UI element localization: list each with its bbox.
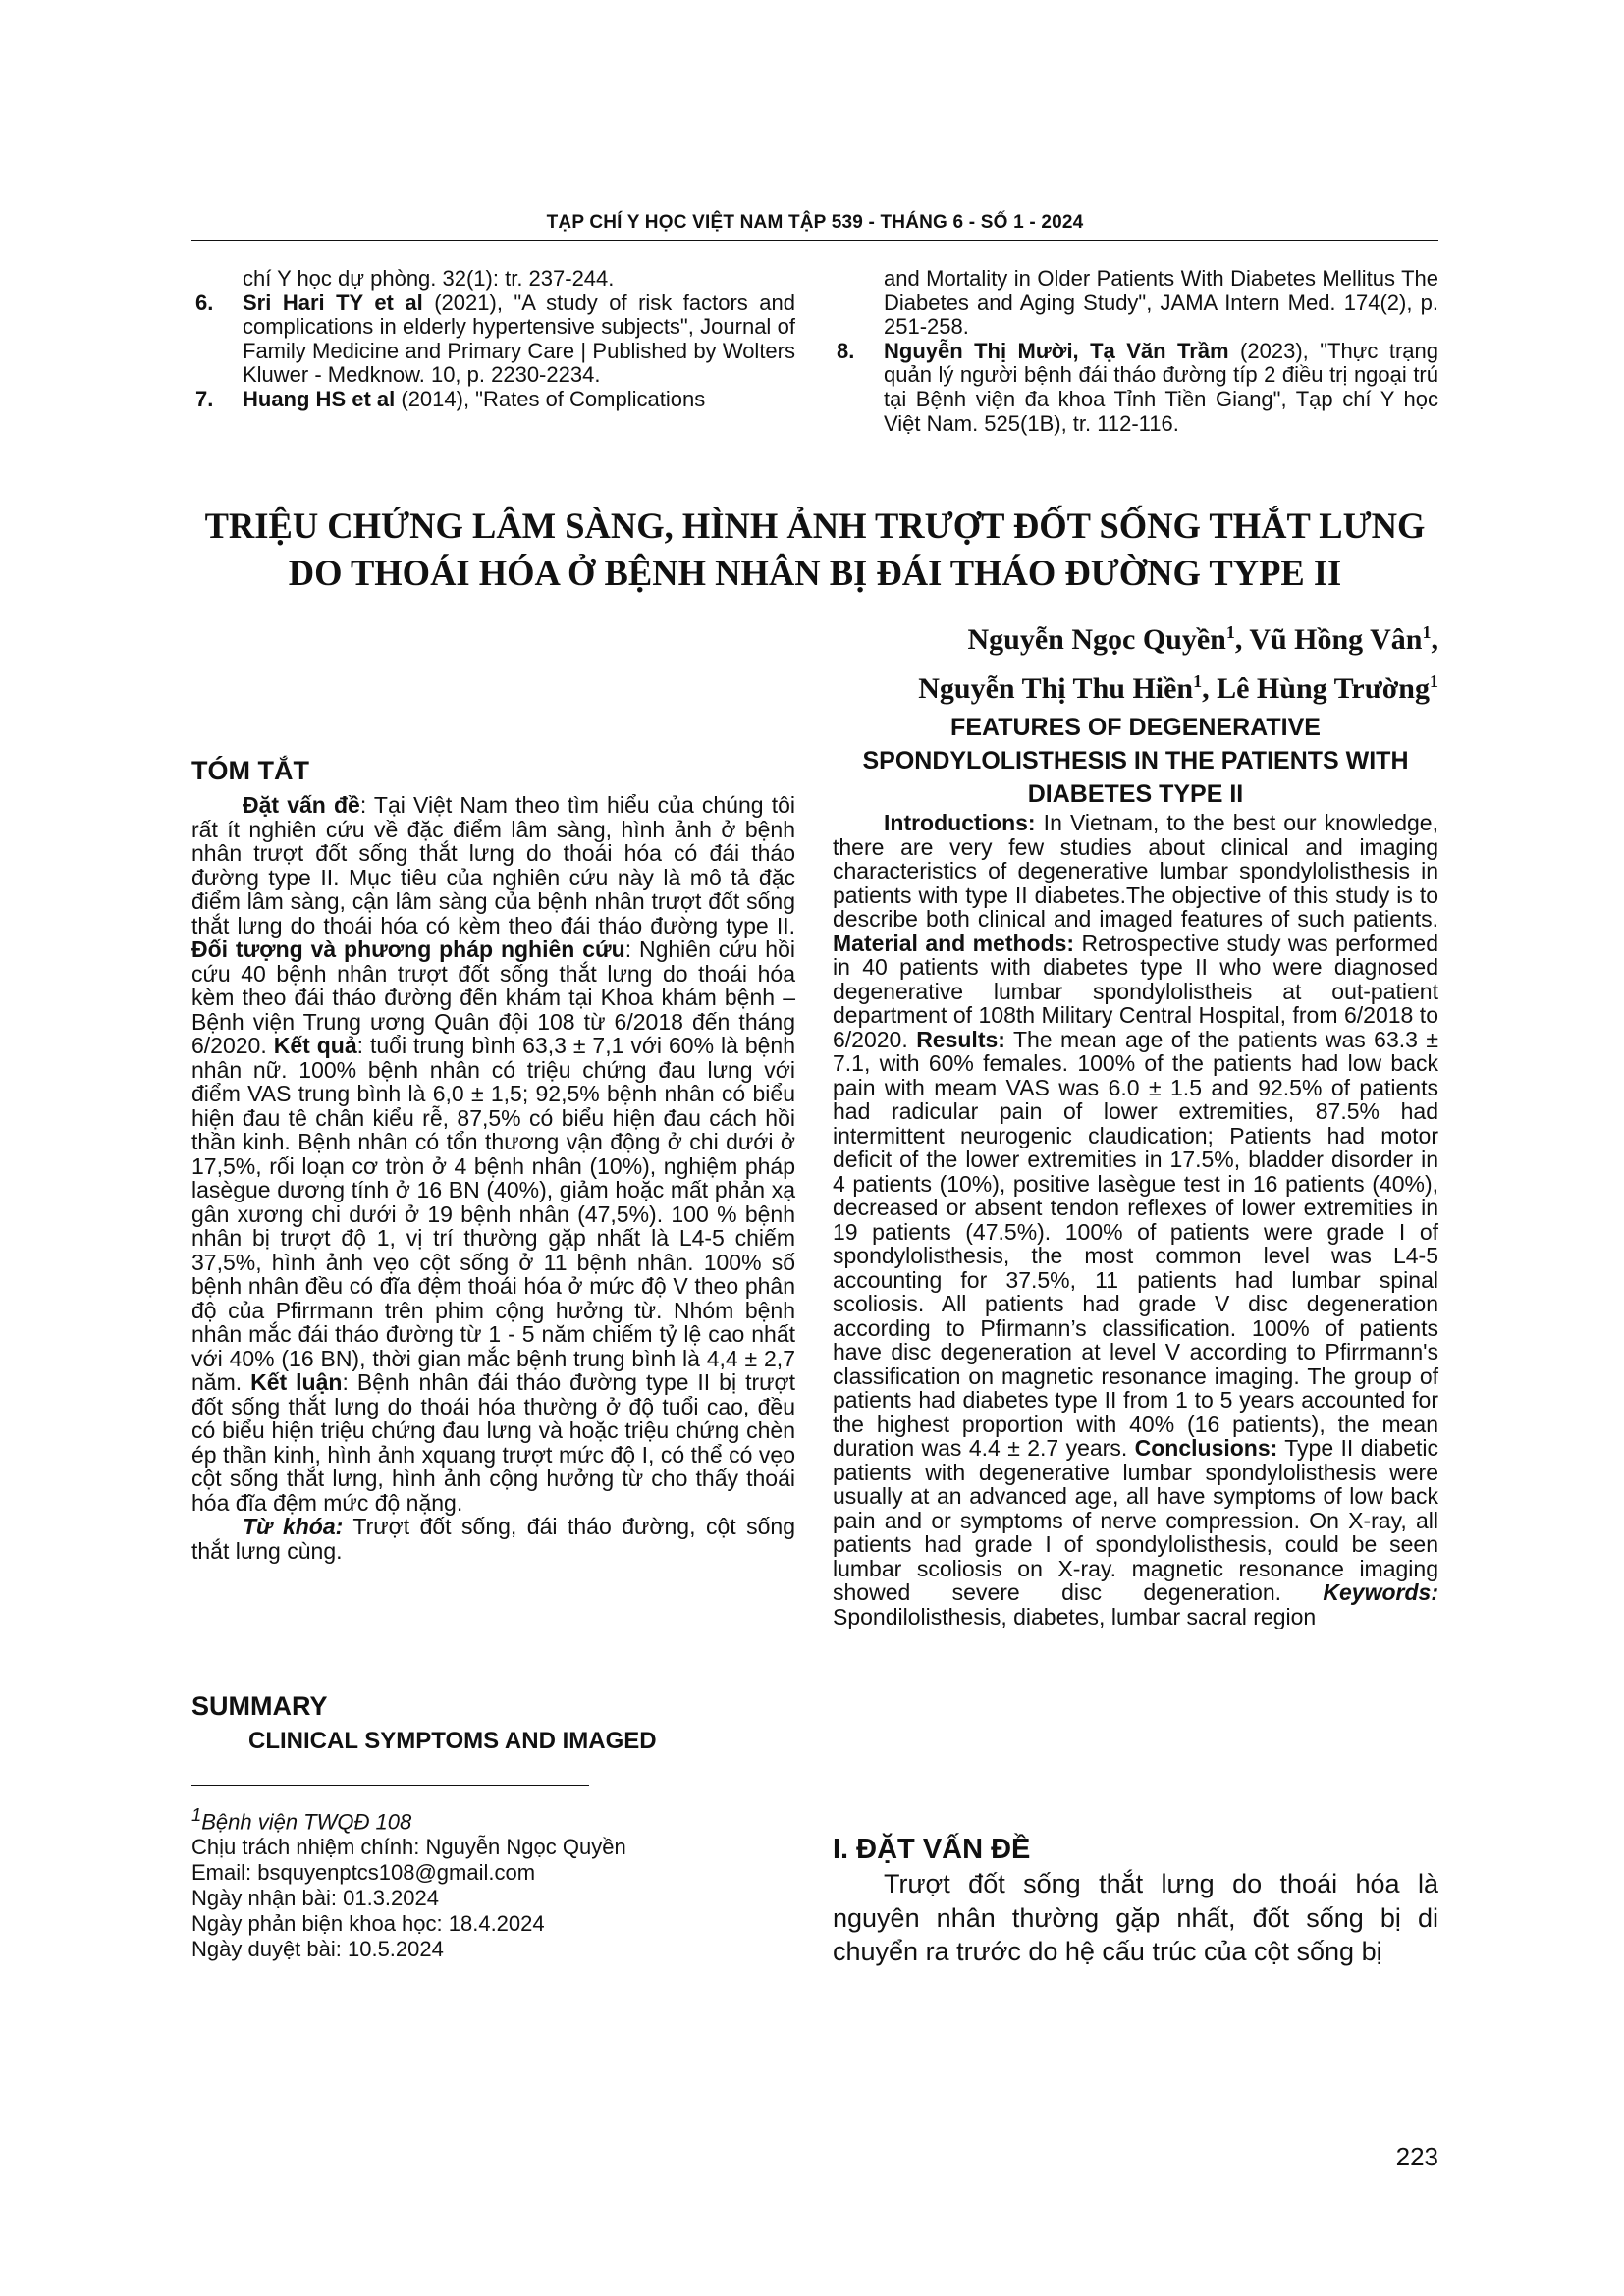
article-title bbox=[191, 503, 1438, 597]
section-body: Trượt đốt sống thắt lưng do thoái hóa là nguyên nhân thường gặp nhất, đốt sống bị di chuyển ra trước do hệ cấu trúc của cột sống bị bbox=[833, 1869, 1438, 1966]
keywords-label: Từ khóa: bbox=[243, 1514, 344, 1539]
abstract-text: : tuổi trung bình 63,3 ± 7,1 với 60% là bệnh nhân nữ. 100% bệnh nhân có triệu chứng đau lưng với điểm VAS trung bình là 6,0 ± 1,5; 92,5% bệnh nhân có biểu hiện đau tê chân kiểu rễ, 87,5% có biểu hiện đau cách hồi thần kinh. Bệnh nhân có tổn thương vận động ở chi dưới ở 17,5%, rối loạn cơ tròn ở 4 bệnh nhân (10%), nghiệm pháp lasègue dương tính ở 16 BN (40%), giảm hoặc mất phản xạ gân xương chi dưới ở 19 bệnh nhân (47,5%). 100 % bệnh nhân bị trượt độ 1, vị trí thường gặp nhất là L4-5 chiếm 37,5%, hình ảnh vẹo cột sống ở 11 bệnh nhân. 100% số bệnh nhân đều có đĩa đệm thoái hóa ở mức độ V theo phân độ của Pfirrmann trên phim cộng hưởng từ. Nhóm bệnh nhân mắc đái tháo đường từ 1 - 5 năm chiếm tỷ lệ cao nhất với 40% (16 BN), thời gian mắc bệnh trung bình là 4,4 ± 2,7 năm. bbox=[191, 1033, 796, 1395]
reference-text: (2014), "Rates of Complications bbox=[395, 386, 706, 411]
author-affiliation-mark: 1 bbox=[1422, 622, 1432, 642]
footnote-responsible: Chịu trách nhiệm chính: Nguyễn Ngọc Quyền bbox=[191, 1835, 626, 1860]
author-name: Vũ Hồng Vân bbox=[1249, 623, 1423, 656]
reference-authors: Huang HS et al bbox=[243, 386, 396, 411]
footnote-accepted: Ngày duyệt bài: 10.5.2024 bbox=[191, 1937, 444, 1962]
reference-carry-over: and Mortality in Older Patients With Diabetes Mellitus The Diabetes and Aging Study", JAMA Intern Med. 174(2), p. 251-258. bbox=[884, 266, 1438, 340]
page-number: 223 bbox=[1395, 2142, 1438, 2171]
reference-number: 8. bbox=[837, 338, 855, 363]
references-left-column bbox=[191, 267, 795, 412]
article-title-line: DO THOÁI HÓA Ở BỆNH NHÂN BỊ ĐÁI THÁO ĐƯỜNG TYPE II bbox=[288, 553, 1342, 593]
abstract-text: The mean age of the patients was 63.3 ± 7.1, with 60% females. 100% of the patients had low back pain with meam VAS was 6.0 ± 1.5 and 92.5% of patients had radicular pain of lower extremities, 87.5% had intermittent neurogenic claudication; Patients had motor deficit of the lower extremities in 17.5%, bladder disorder in 4 patients (10%), positive lasègue test in 16 patients (40%), decreased or absent tendon reflexes of lower extremities in 19 patients (47.5%). 100% of patients were grade I of spondylolisthesis, the most common level was L4-5 accounting for 37.5%, 11 patients had lumbar spinal scoliosis. All patients had grade V disc degeneration according to Pfirmann’s classification. 100% of patients have disc degeneration at level V according to Pfirrmann's classification on magnetic resonance imaging. The group of patients had diabetes type II from 1 to 5 years accounted for the highest proportion with 40% (16 patients), the mean duration was 4.4 ± 2.7 years. bbox=[833, 1026, 1438, 1461]
article-authors: Nguyễn Ngọc Quyền$^1$, Vũ Hồng Vân$^1$, Nguyễn Thị Thu Hiền$^1$, Lê Hùng Trường$^1$ bbox=[918, 622, 1438, 705]
abstract-heading: TÓM TẮT bbox=[191, 756, 309, 785]
section-heading: I. ĐẶT VẤN ĐỀ bbox=[833, 1834, 1031, 1865]
running-header: TẠP CHÍ Y HỌC VIỆT NAM TẬP 539 - THÁNG 6 - SỐ 1 - 2024 bbox=[546, 212, 1084, 233]
abstract-text: Retrospective study was performed in 40 patients with diabetes type II who were diagnosed degenerative lumbar spondylolistheis at out-patient department of 108th Military Central Hospital, from 6/2018 to 6/2020. bbox=[833, 930, 1438, 1052]
header-rule bbox=[191, 240, 1438, 241]
author-affiliation-mark: 1 bbox=[1225, 622, 1235, 642]
reference-authors: Sri Hari TY et al bbox=[243, 290, 423, 315]
reference-text: (2023), "Thực trạng quản lý người bệnh đái tháo đường típ 2 điều trị ngoại trú tại Bệnh viện đa khoa Tỉnh Tiền Giang", Tạp chí Y học Việt Nam. 525(1B), tr. 112-116. bbox=[884, 338, 1438, 436]
reference-authors: Nguyễn Thị Mười, Tạ Văn Trầm bbox=[884, 338, 1229, 363]
abstract-keywords bbox=[191, 1515, 795, 1563]
author-affiliation-mark: 1 bbox=[1430, 671, 1438, 691]
abstract-english bbox=[833, 711, 1438, 1629]
footnote-reviewed: Ngày phản biện khoa học: 18.4.2024 bbox=[191, 1911, 545, 1937]
abstract-body bbox=[191, 793, 795, 1515]
reference-item bbox=[191, 388, 795, 412]
summary-heading: SUMMARY bbox=[191, 1691, 328, 1721]
abstract-label: Đối tượng và phương pháp nghiên cứu bbox=[191, 936, 625, 962]
abstract-label: Results: bbox=[916, 1026, 1005, 1052]
abstract-text: Type II diabetic patients with degenerative lumbar spondylolisthesis were usually at an advanced age, all have symptoms of low back pain and or symptoms of nerve compression. On X-ray, all patients had grade I of spondylolisthesis, could be seen lumbar scoliosis on X-ray. magnetic resonance imaging showed severe disc degeneration. bbox=[833, 1435, 1438, 1605]
reference-item bbox=[833, 340, 1438, 436]
abstract-label: Material and methods: bbox=[833, 930, 1075, 956]
abstract-text: : Tại Việt Nam theo tìm hiểu của chúng tôi rất ít nghiên cứu về đặc điểm lâm sàng, hình ảnh ở bệnh nhân trượt đốt sống thắt lưng do thoái hóa có đái tháo đường type II. Mục tiêu của nghiên cứu này là mô tả đặc điểm lâm sàng, cận lâm sàng của bệnh nhân trượt đốt sống thắt lưng do thoái hóa có kèm theo đái tháo đường type II. bbox=[191, 792, 795, 938]
english-title: FEATURES OF DEGENERATIVE SPONDYLOLISTHESIS IN THE PATIENTS WITH DIABETES TYPE II bbox=[862, 714, 1409, 808]
keywords-label: Keywords: bbox=[1323, 1579, 1438, 1605]
abstract-label: Đặt vấn đề bbox=[243, 792, 360, 818]
summary-block bbox=[191, 1688, 795, 1759]
keywords-text: Spondilolisthesis, diabetes, lumbar sacral region bbox=[833, 1603, 1317, 1629]
summary-subheading: CLINICAL SYMPTOMS AND IMAGED bbox=[248, 1728, 657, 1754]
reference-number: 7. bbox=[195, 386, 214, 411]
abstract-text: : Nghiên cứu hồi cứu 40 bệnh nhân trượt đốt sống thắt lưng do thoái hóa kèm theo đái tháo đường đến khám tại Khoa khám bệnh – Bệnh viện Trung ương Quân đội 108 từ 6/2018 đến tháng 6/2020. bbox=[191, 936, 795, 1058]
abstract-text: : Bệnh nhân đái tháo đường type II bị trượt đốt sống thắt lưng do thoái hóa thường ở độ tuổi cao, đều có biểu hiện triệu chứng đau lưng và hoặc triệu chứng chèn ép thần kinh, hình ảnh xquang trượt mức độ I, có thể có vẹo cột sống thắt lưng, hình ảnh cộng hưởng từ cho thấy thoái hóa đĩa đệm mức độ nặng. bbox=[191, 1369, 795, 1516]
reference-number: 6. bbox=[195, 290, 214, 315]
affiliation-mark: 1 bbox=[191, 1804, 202, 1825]
introduction-section bbox=[833, 1832, 1438, 1969]
reference-item bbox=[191, 292, 795, 388]
abstract-label: Introductions: bbox=[884, 810, 1036, 835]
abstract-body bbox=[833, 811, 1438, 1629]
abstract-vietnamese bbox=[191, 754, 795, 1563]
reference-carry-over: chí Y học dự phòng. 32(1): tr. 237-244. bbox=[243, 266, 615, 291]
abstract-label: Conclusions: bbox=[1134, 1435, 1278, 1461]
abstract-label: Kết quả bbox=[273, 1033, 357, 1058]
author-name: Lê Hùng Trường bbox=[1217, 672, 1430, 705]
article-title-line: TRIỆU CHỨNG LÂM SÀNG, HÌNH ẢNH TRƯỢT ĐỐT SỐNG THẮT LƯNG bbox=[204, 506, 1426, 546]
author-affiliation-mark: 1 bbox=[1193, 671, 1203, 691]
keywords-text: Trượt đốt sống, đái tháo đường, cột sống thắt lưng cùng. bbox=[191, 1514, 795, 1564]
footnote-rule bbox=[191, 1785, 589, 1786]
references-right-column bbox=[833, 267, 1438, 436]
author-name: Nguyễn Thị Thu Hiền bbox=[918, 672, 1194, 705]
affiliation-text: Bệnh viện TWQĐ 108 bbox=[201, 1809, 412, 1835]
footnotes bbox=[191, 1802, 795, 1962]
footnote-received: Ngày nhận bài: 01.3.2024 bbox=[191, 1886, 439, 1911]
footnote-affiliation bbox=[191, 1802, 795, 1835]
author-name: Nguyễn Ngọc Quyền bbox=[967, 623, 1226, 656]
footnote-email: Email: bsquyenptcs108@gmail.com bbox=[191, 1860, 536, 1886]
abstract-label: Kết luận bbox=[250, 1369, 343, 1395]
abstract-text: In Vietnam, to the best our knowledge, there are very few studies about clinical and imaging characteristics of degenerative lumbar spondylolisthesis in patients with type II diabetes.The objective of this study is to describe both clinical and imaged features of such patients. bbox=[833, 810, 1438, 932]
reference-text: (2021), "A study of risk factors and complications in elderly hypertensive subjects", Journal of Family Medicine and Primary Care | Published by Wolters Kluwer - Medknow. 10, p. 2230-2234. bbox=[243, 290, 796, 388]
